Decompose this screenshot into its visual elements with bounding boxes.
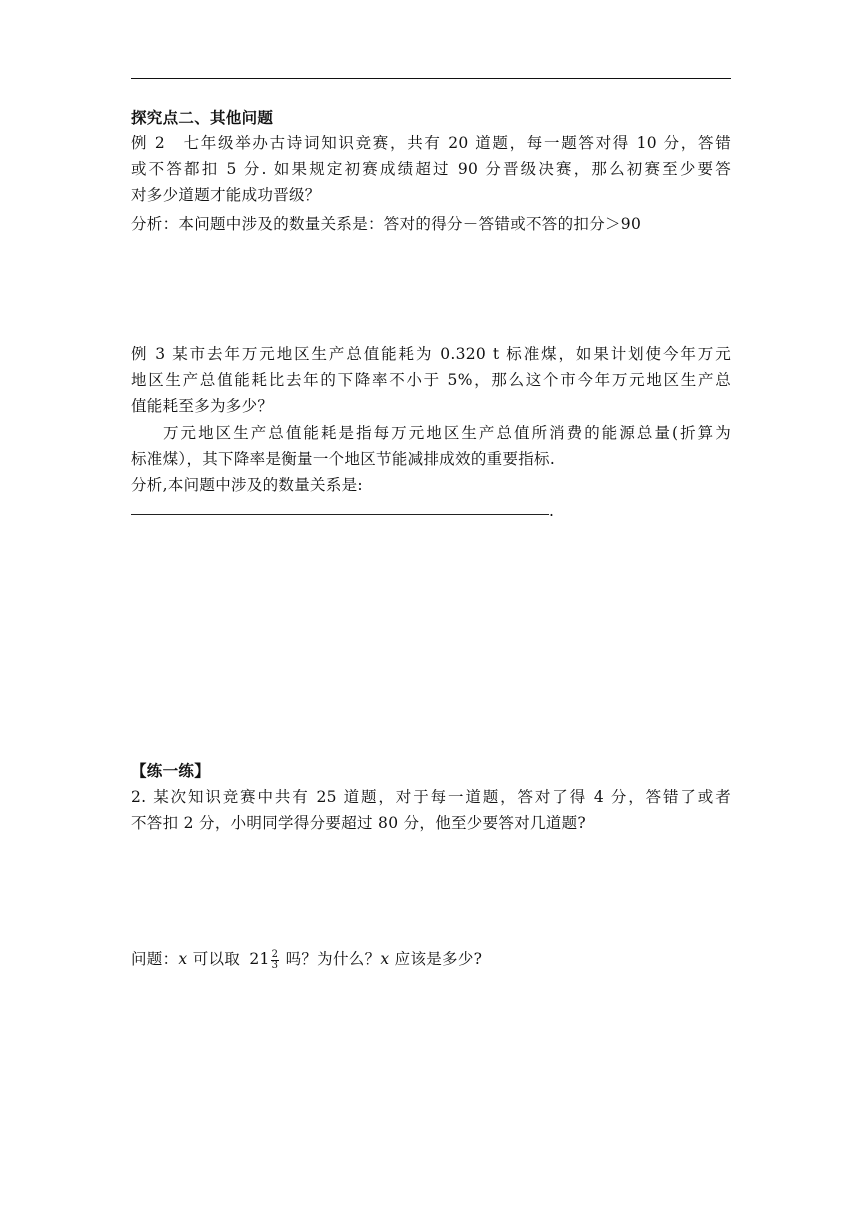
practice-question (131, 946, 731, 972)
question-prefix: 问题： (131, 950, 179, 968)
example3-note-line1: 万元地区生产总值能耗是指每万元地区生产总值所消费的能源总量(折算为 (163, 424, 731, 442)
example3-note-line2: 标准煤），其下降率是衡量一个地区节能减排成效的重要指标. (131, 450, 556, 468)
example3-analysis: 分析,本问题中涉及的数量关系是: (131, 476, 363, 494)
practice-heading: 【练一练】 (131, 761, 211, 780)
mixed-number-whole: 21 (249, 950, 270, 968)
practice-q2-line1: 2. 某次知识竞赛中共有 25 道题，对于每一道题，答对了得 4 分，答错了或者 (131, 788, 731, 806)
header-rule (131, 78, 731, 79)
variable-x: x (178, 950, 188, 968)
can-take-text: 可以取 (192, 950, 241, 968)
variable-x-2: x (380, 950, 390, 968)
practice-q2-line2: 不答扣 2 分，小明同学得分要超过 80 分，他至少要答对几道题? (131, 814, 587, 832)
fraction-denominator: 3 (271, 959, 279, 971)
section-heading: 探究点二、其他问题 (131, 108, 274, 127)
example2-line1: 例 2 七年级举办古诗词知识竞赛，共有 20 道题，每一题答对得 10 分，答错 (131, 134, 731, 152)
example3-line3: 值能耗至多为多少？ (131, 397, 274, 415)
example3-line1: 例 3 某市去年万元地区生产总值能耗为 0.320 t 标准煤，如果计划使今年万元 (131, 345, 731, 363)
question-end-text: 应该是多少? (394, 950, 483, 968)
example2-analysis: 分析：本问题中涉及的数量关系是：答对的得分－答错或不答的扣分＞90 (131, 215, 642, 233)
example2-line2: 或不答都扣 5 分. 如果规定初赛成绩超过 90 分晋级决赛，那么初赛至少要答 (131, 160, 731, 178)
fraction-numerator: 2 (271, 948, 279, 960)
blank-period: . (549, 502, 554, 520)
question-mid-text: 吗？为什么？ (285, 950, 381, 968)
answer-blank-line[interactable] (131, 514, 549, 515)
example3-line2: 地区生产总值能耗比去年的下降率不小于 5%，那么这个市今年万元地区生产总 (131, 371, 731, 389)
example2-line3: 对多少道题才能成功晋级？ (131, 186, 321, 204)
fraction (271, 950, 280, 971)
